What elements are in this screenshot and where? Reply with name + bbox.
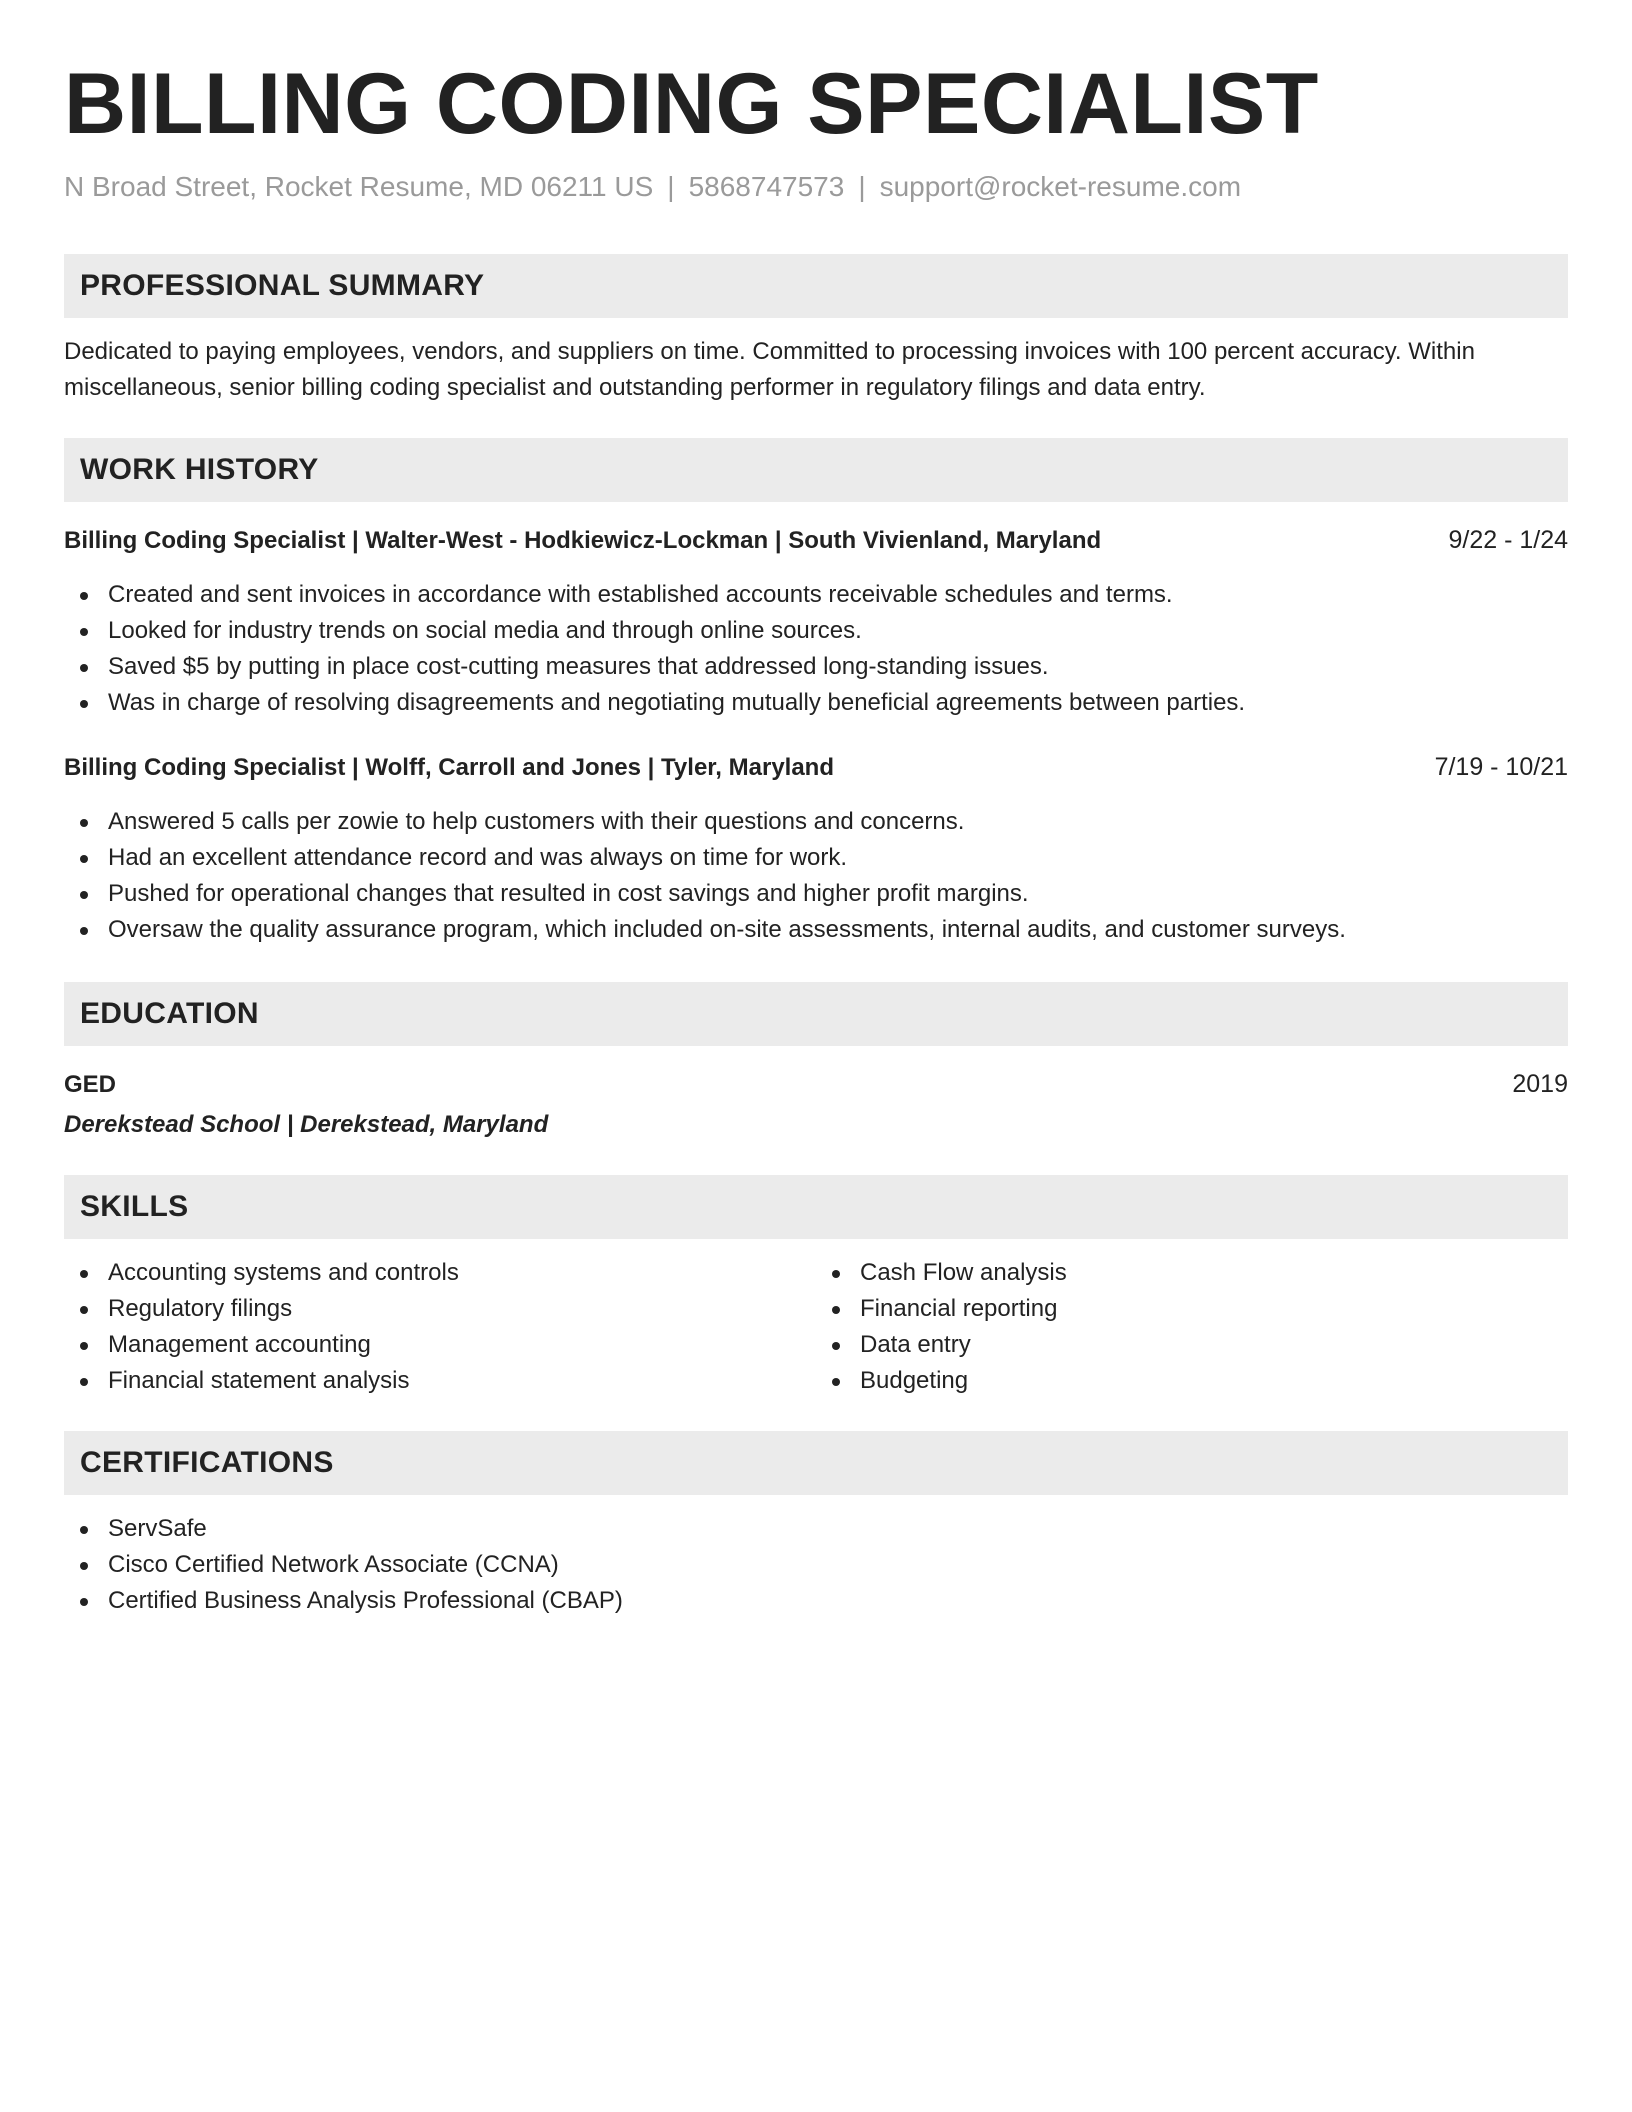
job-bullets (64, 804, 1568, 948)
skill-item: Budgeting (816, 1363, 1568, 1399)
job-header (64, 524, 1568, 557)
job-bullet: Had an excellent attendance record and was always on time for work. (64, 840, 1568, 876)
skills-list-left (64, 1255, 816, 1399)
job-entry (64, 751, 1568, 948)
skills-list-right (816, 1255, 1568, 1399)
job-bullet: Pushed for operational changes that resulted in cost savings and higher profit margins. (64, 876, 1568, 912)
job-bullet: Was in charge of resolving disagreements and negotiating mutually beneficial agreements between parties. (64, 685, 1568, 721)
certification-item: Cisco Certified Network Associate (CCNA) (64, 1547, 1568, 1583)
resume-name: BILLING CODING SPECIALIST (64, 56, 1319, 152)
education-school: Derekstead School | Derekstead, Maryland (64, 1111, 549, 1138)
certification-item: Certified Business Analysis Professional (CBAP) (64, 1583, 1568, 1619)
education-entry (64, 1068, 1568, 1101)
contact-separator: | (667, 171, 675, 202)
certifications-heading: CERTIFICATIONS (64, 1431, 1568, 1495)
skill-item: Cash Flow analysis (816, 1255, 1568, 1291)
contact-address: N Broad Street, Rocket Resume, MD 06211 US (64, 171, 654, 202)
education-year: 2019 (1512, 1070, 1568, 1098)
skills-columns (64, 1239, 1568, 1399)
education-heading: EDUCATION (64, 982, 1568, 1046)
summary-heading: PROFESSIONAL SUMMARY (64, 254, 1568, 318)
job-bullet: Created and sent invoices in accordance with established accounts receivable schedules and terms. (64, 577, 1568, 613)
job-dates: 9/22 - 1/24 (1448, 526, 1568, 554)
job-dates: 7/19 - 10/21 (1434, 753, 1568, 781)
skill-item: Regulatory filings (64, 1291, 816, 1327)
job-title: Billing Coding Specialist | Wolff, Carroll and Jones | Tyler, Maryland (64, 754, 835, 781)
skill-item: Management accounting (64, 1327, 816, 1363)
job-bullet: Answered 5 calls per zowie to help customers with their questions and concerns. (64, 804, 1568, 840)
skill-item: Accounting systems and controls (64, 1255, 816, 1291)
job-bullet: Saved $5 by putting in place cost-cutting measures that addressed long-standing issues. (64, 649, 1568, 685)
job-bullet: Oversaw the quality assurance program, which included on-site assessments, internal audits, and customer surveys. (64, 912, 1568, 948)
job-bullet: Looked for industry trends on social media and through online sources. (64, 613, 1568, 649)
job-entry (64, 524, 1568, 721)
contact-phone: 5868747573 (688, 171, 845, 202)
work-history-heading: WORK HISTORY (64, 438, 1568, 502)
certification-item: ServSafe (64, 1511, 1568, 1547)
contact-line (64, 170, 1568, 204)
job-bullets (64, 577, 1568, 721)
job-title: Billing Coding Specialist | Walter-West - Hodkiewicz-Lockman | South Vivienland, Maryland (64, 527, 1102, 554)
skill-item: Financial reporting (816, 1291, 1568, 1327)
skill-item: Financial statement analysis (64, 1363, 816, 1399)
job-header (64, 751, 1568, 784)
education-degree: GED (64, 1071, 117, 1098)
summary-text: Dedicated to paying employees, vendors, and suppliers on time. Committed to processing invoices with 100 percent accuracy. Within miscellaneous, senior billing coding specialist and outstanding performer in regulatory filings and data entry. (64, 338, 1475, 401)
contact-email: support@rocket-resume.com (879, 171, 1242, 202)
certifications-list (64, 1511, 1568, 1619)
skills-heading: SKILLS (64, 1175, 1568, 1239)
skill-item: Data entry (816, 1327, 1568, 1363)
contact-separator: | (858, 171, 866, 202)
